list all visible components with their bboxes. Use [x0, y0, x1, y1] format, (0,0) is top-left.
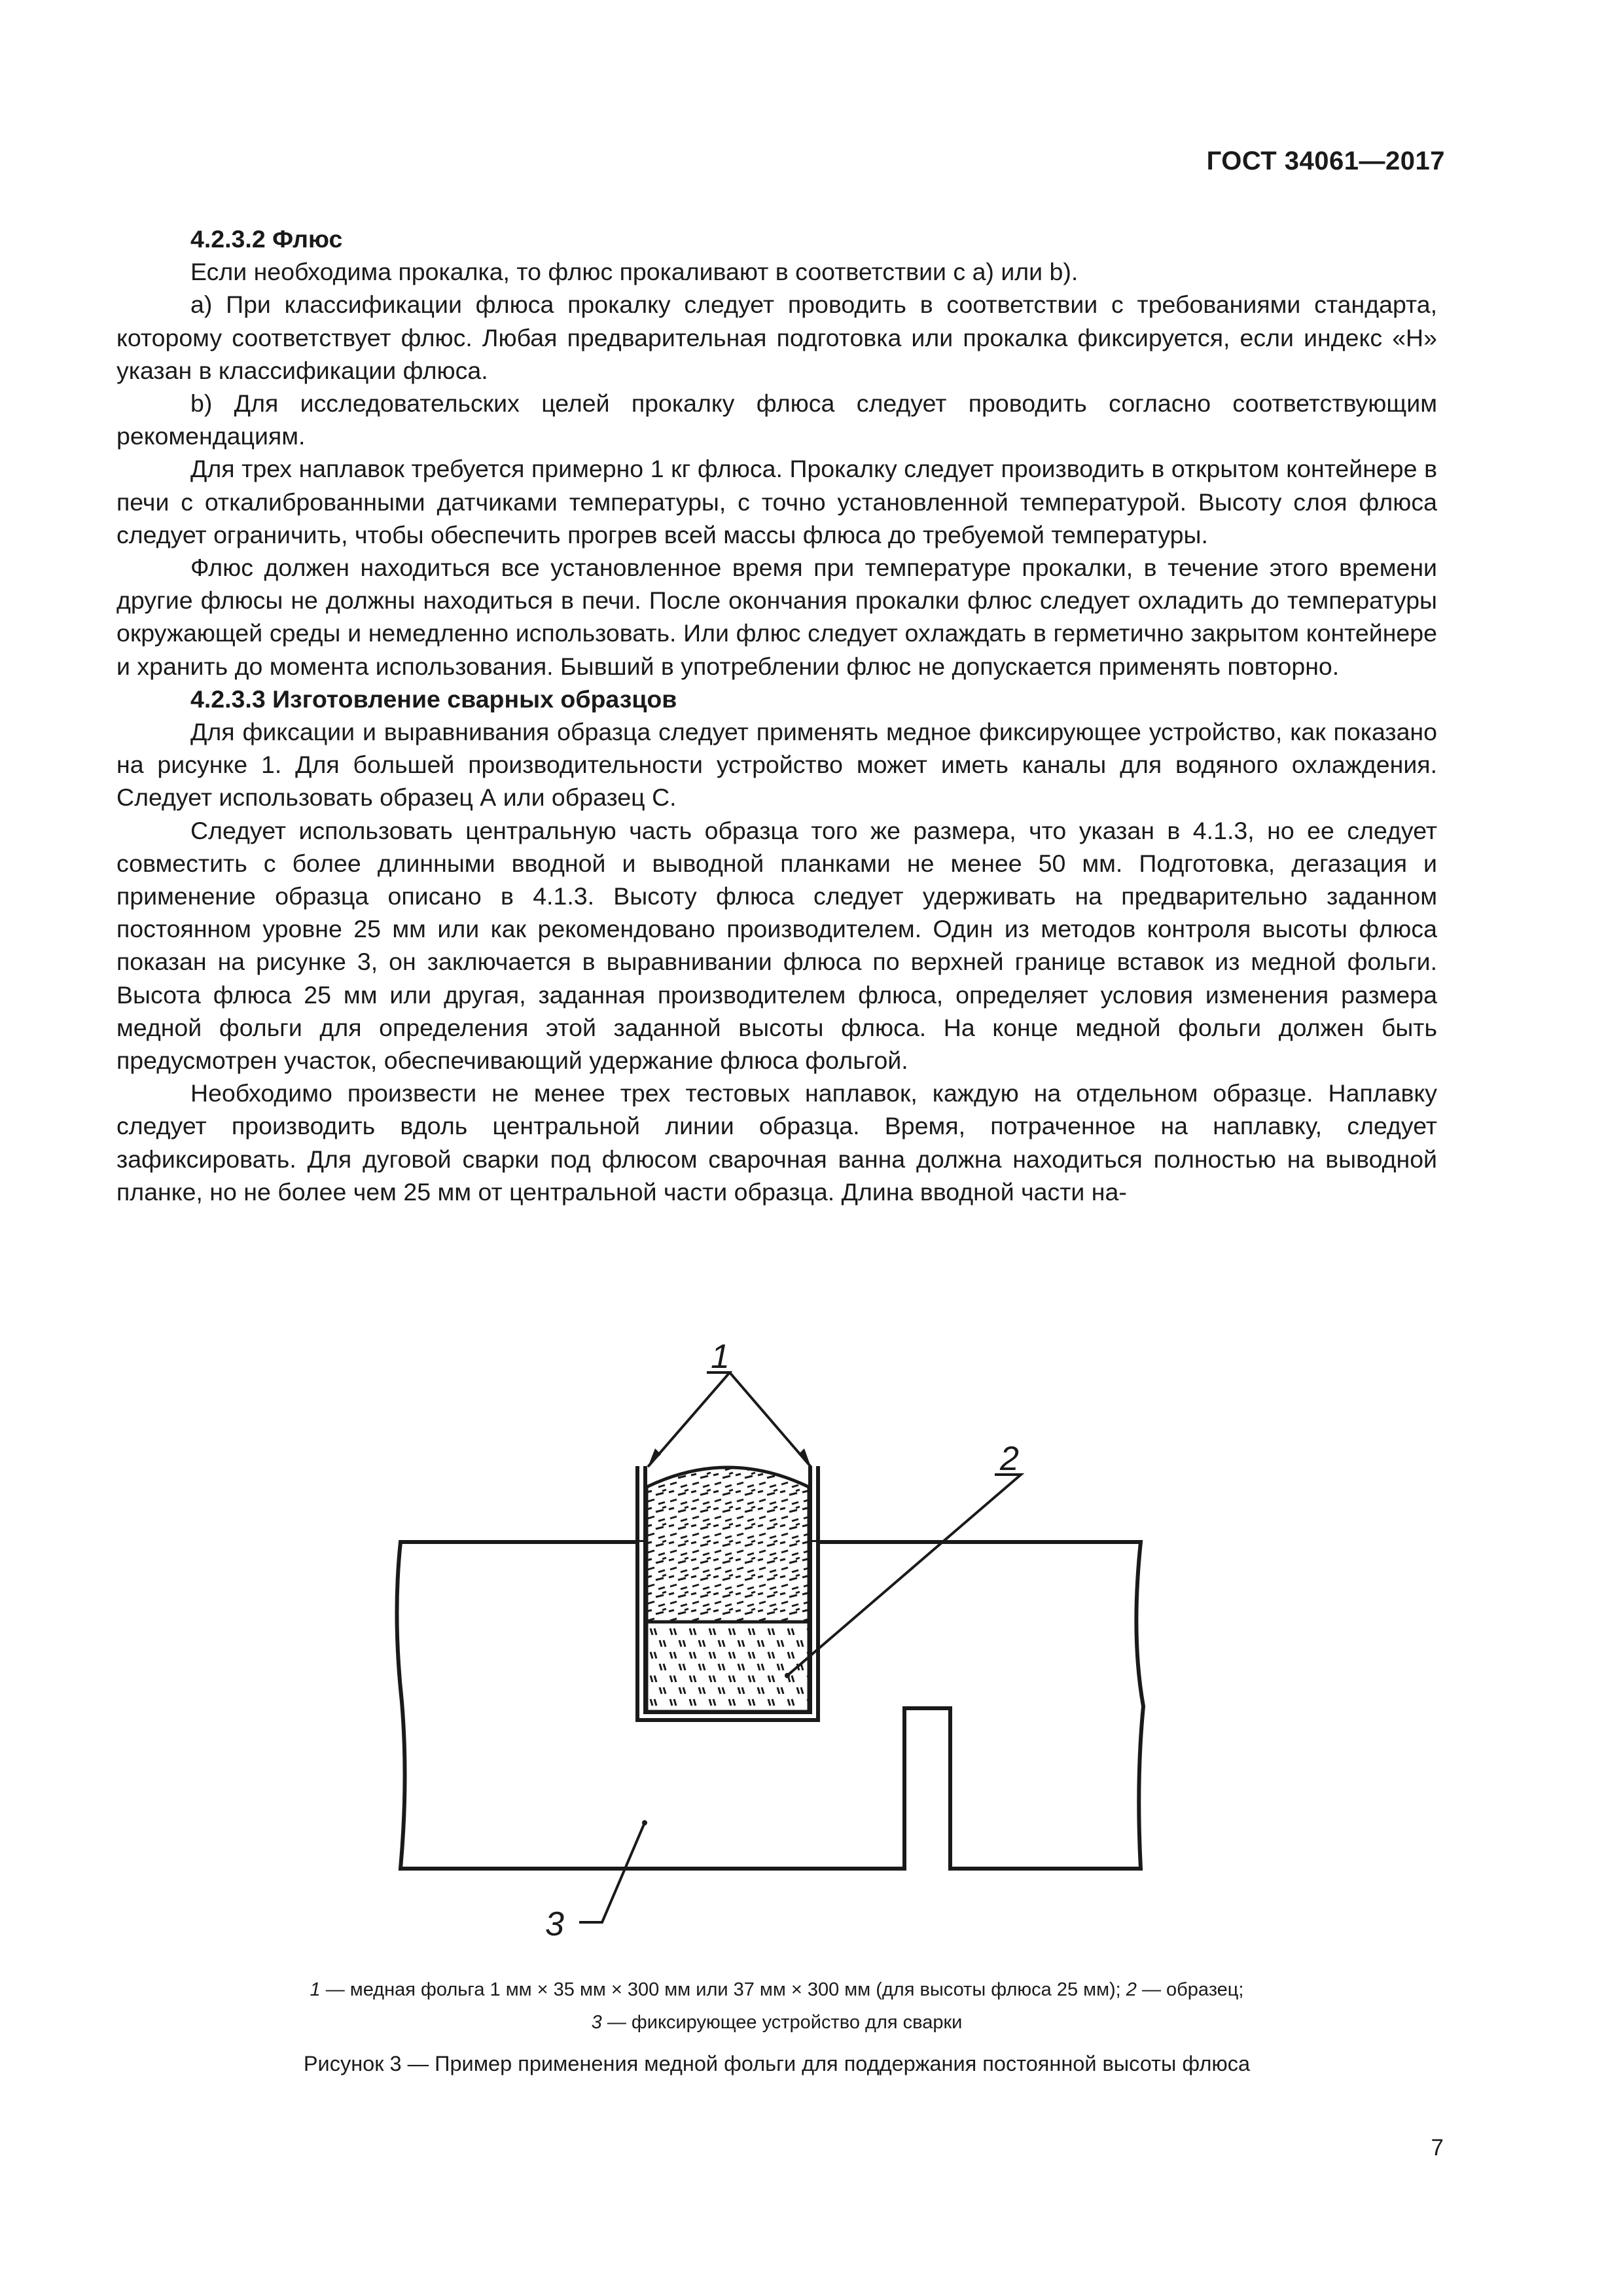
legend-line-2	[116, 2006, 1437, 2039]
legend-text-2: — образец;	[1136, 1979, 1244, 2000]
flux-fill	[647, 1467, 809, 1712]
label-1: 1	[711, 1338, 730, 1376]
list-item: b) Для исследовательских целей прокалку флюса следует проводить согласно соответствующим рекомендациям.	[116, 389, 1437, 450]
label-2: 2	[1000, 1440, 1019, 1478]
document-header: ГОСТ 34061—2017	[1206, 147, 1445, 175]
section-heading: 4.2.3.3 Изготовление сварных образцов	[190, 685, 677, 713]
legend-num-1: 1	[310, 1979, 321, 2000]
body-text	[116, 223, 1437, 1208]
legend-text-1: — медная фольга 1 мм × 35 мм × 300 мм или 37 мм × 300 мм (для высоты флюса 25 мм);	[320, 1979, 1126, 2000]
figure-caption: Рисунок 3 — Пример применения медной фольги для поддержания постоянной высоты флюса	[303, 2052, 1251, 2075]
legend-num-3: 3	[591, 2012, 602, 2033]
label-3: 3	[545, 1905, 564, 1943]
legend-text-3: — фиксирующее устройство для сварки	[601, 2012, 963, 2033]
paragraph: Если необходима прокалка, то флюс прокаливают в соответствии с a) или b).	[190, 258, 1079, 286]
paragraph: Для фиксации и выравнивания образца следует применять медное фиксирующее устройство, как показано на рисунке 1. Для большей производительности устройство может иметь каналы для водяного охлаждения. Следует использовать образец А или образец С.	[116, 718, 1437, 812]
legend-num-2: 2	[1126, 1979, 1137, 2000]
page-number: 7	[1431, 2135, 1444, 2161]
list-item: a) При классификации флюса прокалку следует проводить в соответствии с требованиями стандарта, которому соответствует флюс. Любая предварительная подготовка или прокалка фиксируется, если индекс «Н» указан в классификации флюса.	[116, 291, 1437, 384]
figure-legend	[116, 1973, 1437, 2039]
paragraph: Необходимо произвести не менее трех тестовых наплавок, каждую на отдельном образце. Наплавку следует производить вдоль центральной линии образца. Время, потраченное на наплавку, следует зафиксировать. Для дуговой сварки под флюсом сварочная ванна должна находиться полностью на выводной планке, но не более чем 25 мм от центральной части образца. Длина вводной части на-	[116, 1079, 1437, 1206]
paragraph: Для трех наплавок требуется примерно 1 кг флюса. Прокалку следует производить в открытом контейнере в печи с откалиброванными датчиками температуры, с точно установленной температурой. Высоту слоя флюса следует ограничить, чтобы обеспечить прогрев всей массы флюса до требуемой температуры.	[116, 455, 1437, 548]
paragraph: Следует использовать центральную часть образца того же размера, что указан в 4.1.3, но ее следует совместить с более длинными вводной и выводной планками не менее 50 мм. Подготовка, дегазация и применение образца описано в 4.1.3. Высоту флюса следует удерживать на предварительно заданном постоянном уровне 25 мм или как рекомендовано производителем. Один из методов контроля высоты флюса показан на рисунке 3, он заключается в выравнивании флюса по верхней границе вставок из медной фольги. Высота флюса 25 мм или другая, заданная производителем флюса, определяет условия изменения размера медной фольги для определения этой заданной высоты флюса. На конце медной фольги должен быть предусмотрен участок, обеспечивающий удержание флюса фольгой.	[116, 816, 1437, 1075]
section-heading: 4.2.3.2 Флюс	[190, 225, 343, 253]
legend-line-1	[116, 1973, 1437, 2006]
paragraph: Флюс должен находиться все установленное время при температуре прокалки, в течение этого времени другие флюсы не должны находиться в печи. После окончания прокалки флюс следует охладить до температуры окружающей среды и немедленно использовать. Или флюс следует охлаждать в герметично закрытом контейнере и хранить до момента использования. Бывший в употреблении флюс не допускается применять повторно.	[116, 554, 1437, 680]
figure-3-diagram	[386, 1309, 1178, 1964]
